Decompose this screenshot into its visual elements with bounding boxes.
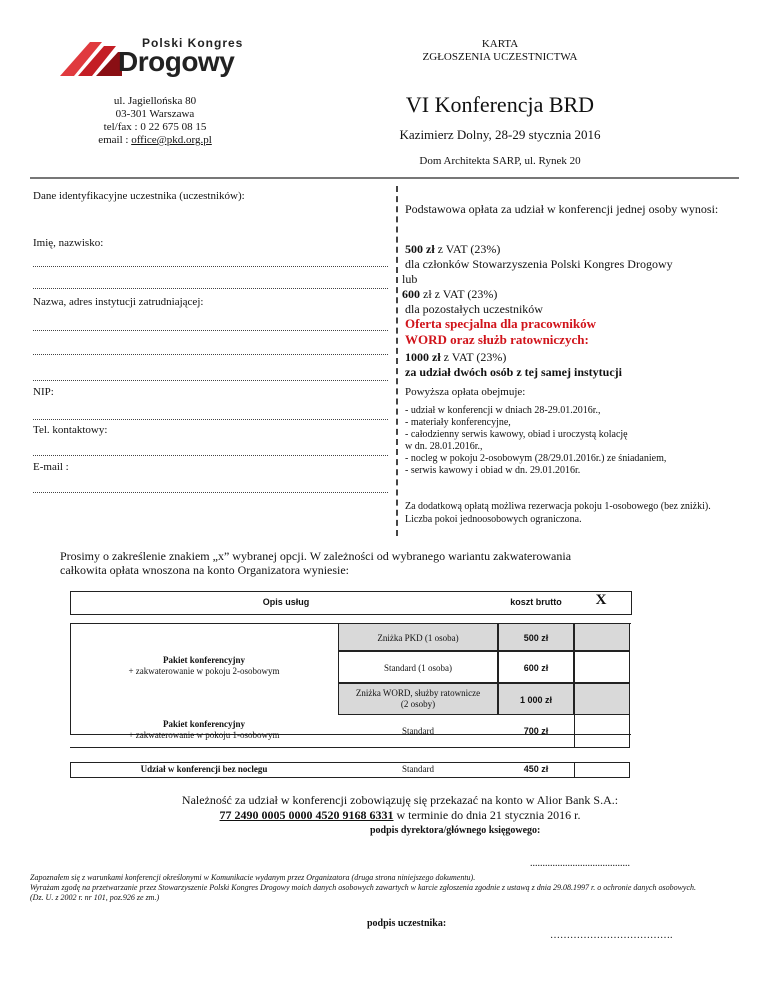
fee1-vat: z VAT (23%) xyxy=(434,242,501,256)
services-table xyxy=(70,591,632,780)
address-city: 03-301 Warszawa xyxy=(115,108,195,120)
phone-field-line[interactable] xyxy=(33,455,388,456)
participant-signature-label: podpis uczestnika: xyxy=(367,918,447,929)
pkg2-desc: + zakwaterowanie w pokoju 2-osobowym xyxy=(128,666,280,676)
pkg1-cell xyxy=(70,719,338,741)
participant-signature-line[interactable]: ………………………………. xyxy=(550,930,673,941)
pkg1-bottom-line xyxy=(70,747,630,748)
header-cost: koszt brutto xyxy=(510,597,562,607)
row4-variant: Standard xyxy=(402,726,434,736)
fee3-block xyxy=(405,350,725,380)
includes-item: - serwis kawowy i obiad w dn. 29.01.2016r. xyxy=(405,465,581,476)
header-separator xyxy=(30,177,739,179)
conference-title: VI Konferencja BRD xyxy=(405,92,595,117)
pkg2-title: Pakiet konferencyjny xyxy=(162,655,246,665)
row2-variant: Standard (1 osoba) xyxy=(338,651,498,683)
includes-item: w dn. 28.01.2016r., xyxy=(405,441,483,452)
name-field-line-2[interactable] xyxy=(33,288,388,289)
logo-arrow-icon xyxy=(60,42,122,76)
nip-label: NIP: xyxy=(33,386,54,398)
fee1-amount: 500 zł xyxy=(405,242,435,256)
instruction-text xyxy=(60,549,740,577)
payment-text xyxy=(100,793,700,823)
pkg1-desc: + zakwaterowanie w pokoju 1-osobowym xyxy=(128,730,280,740)
fee2-row xyxy=(402,287,725,302)
row5-checkbox[interactable] xyxy=(574,762,630,778)
fee3-row xyxy=(405,350,725,365)
header-service: Opis usług xyxy=(262,597,310,607)
row4-checkbox[interactable] xyxy=(574,715,630,747)
logo-line2: Drogowy xyxy=(118,46,235,77)
institution-field-line-2[interactable] xyxy=(33,354,388,355)
row3-checkbox[interactable] xyxy=(574,683,630,715)
fee2-desc: dla pozostałych uczestników xyxy=(405,302,543,316)
column-divider xyxy=(396,186,398,536)
address-phone: tel/fax : 0 22 675 08 15 xyxy=(103,121,207,133)
special-offer-title xyxy=(405,316,725,348)
includes-title: Powyższa opłata obejmuje: xyxy=(405,386,526,398)
row3-variant-line2: (2 osoby) xyxy=(400,699,436,709)
name-label: Imię, nazwisko: xyxy=(33,237,104,249)
row3-variant-line1: Zniżka WORD, służby ratownicze xyxy=(355,688,481,698)
director-signature-label: podpis dyrektora/głównego księgowego: xyxy=(370,825,541,836)
row3-variant xyxy=(338,683,498,715)
address-email-label: email : xyxy=(98,134,129,146)
includes-item: - całodzienny serwis kawowy, obiad i uroczystą kolację xyxy=(405,429,628,440)
fee2-amount: 600 xyxy=(402,287,420,301)
fee3-desc: za udział dwóch osób z tej samej instytucji xyxy=(405,365,622,379)
instruction-line1: Prosimy o zakreślenie znakiem „x” wybranej opcji. W zależności od wybranego wariantu zakwaterowania xyxy=(60,549,572,563)
single-room-note: Za dodatkową opłatą możliwa rezerwacja pokoju 1-osobowego (bez zniżki). Liczba pokoi jednoosobowych ograniczona. xyxy=(405,501,711,525)
conference-venue: Dom Architekta SARP, ul. Rynek 20 xyxy=(419,155,581,167)
fee1-desc: dla członków Stowarzyszenia Polski Kongres Drogowy xyxy=(405,257,673,271)
consent-line: (Dz. U. z 2002 r. nr 101, poz.926 ze zm.) xyxy=(30,893,160,902)
institution-field-line-1[interactable] xyxy=(33,330,388,331)
row5-cost: 450 zł xyxy=(523,764,549,774)
instruction-line2: całkowita opłata wnoszona na konto Organizatora wyniesie: xyxy=(60,563,350,577)
participant-section-title: Dane identyfikacyjne uczestnika (uczestników): xyxy=(33,190,245,202)
table-header-row xyxy=(70,591,632,615)
address-email-link[interactable]: office@pkd.org.pl xyxy=(131,134,212,146)
nostay-label: Udział w konferencji bez noclegu xyxy=(140,764,268,774)
fee1-row xyxy=(405,242,725,257)
fee3-amount: 1000 zł xyxy=(405,350,441,364)
consent-line: Zapoznałem się z warunkami konferencji określonymi w Komunikacie wydanym przez Organizatora (druga strona niniejszego dokumentu). xyxy=(30,873,476,882)
header-zgloszenia: ZGŁOSZENIA UCZESTNICTWA xyxy=(422,51,578,63)
row4-cost: 700 zł xyxy=(523,726,549,736)
pkg2-cell xyxy=(70,655,338,677)
payment-deadline: w terminie do dnia 21 stycznia 2016 r. xyxy=(393,808,581,822)
logo-line1: Polski Kongres xyxy=(142,36,244,50)
address-block xyxy=(80,95,230,147)
special-offer-line2: WORD oraz służb ratowniczych: xyxy=(405,332,589,347)
row5-variant: Standard xyxy=(402,764,434,774)
row1-checkbox[interactable] xyxy=(574,623,630,651)
fee3-vat: z VAT (23%) xyxy=(440,350,507,364)
bank-account: 77 2490 0005 0000 4520 9168 6331 xyxy=(219,808,394,822)
fee2-vat: zł z VAT (23%) xyxy=(420,287,498,301)
conference-place-date: Kazimierz Dolny, 28-29 stycznia 2016 xyxy=(399,127,601,142)
email-field-line[interactable] xyxy=(33,492,388,493)
includes-item: - udział w konferencji w dniach 28-29.01.2016r., xyxy=(405,405,601,416)
special-offer-line1: Oferta specjalna dla pracowników xyxy=(405,316,597,331)
consent-line: Wyrażam zgodę na przetwarzanie przez Stowarzyszenie Polski Kongres Drogowy moich danych osobowych zawartych w karcie zgłoszenia zgodnie z ustawą z dnia 29.08.1997 r. o ochronie danych osobowych. xyxy=(30,883,697,892)
pkg1-title: Pakiet konferencyjny xyxy=(162,719,246,729)
institution-label: Nazwa, adres instytucji zatrudniającej: xyxy=(33,296,204,308)
address-email-row xyxy=(80,134,230,147)
fee-block xyxy=(402,242,725,317)
fee-title: Podstawowa opłata za udział w konferencji jednej osoby wynosi: xyxy=(405,202,719,216)
includes-item: - materiały konferencyjne, xyxy=(405,417,511,428)
email-label: E-mail : xyxy=(33,461,69,473)
institution-field-line-3[interactable] xyxy=(33,380,388,381)
logo xyxy=(60,36,250,82)
row2-cost: 600 zł xyxy=(498,651,574,683)
row1-cost: 500 zł xyxy=(498,623,574,651)
consent-text xyxy=(30,873,740,903)
includes-item: - nocleg w pokoju 2-osobowym (28/29.01.2016r.) ze śniadaniem, xyxy=(405,453,667,464)
payment-line1: Należność za udział w konferencji zobowiązuję się przekazać na konto w Alior Bank S.A.: xyxy=(181,793,619,807)
director-signature-line[interactable]: ........................................ xyxy=(530,858,630,869)
includes-list xyxy=(405,405,740,477)
header-karta: KARTA xyxy=(481,38,519,50)
nip-field-line[interactable] xyxy=(33,419,388,420)
payment-line2 xyxy=(100,808,700,823)
address-street: ul. Jagiellońska 80 xyxy=(113,95,197,107)
fee-or: lub xyxy=(402,272,418,286)
name-field-line-1[interactable] xyxy=(33,266,388,267)
header-x: X xyxy=(595,592,607,608)
row1-variant: Zniżka PKD (1 osoba) xyxy=(338,623,498,651)
row2-checkbox[interactable] xyxy=(574,651,630,683)
phone-label: Tel. kontaktowy: xyxy=(33,424,108,436)
row3-cost: 1 000 zł xyxy=(498,683,574,715)
